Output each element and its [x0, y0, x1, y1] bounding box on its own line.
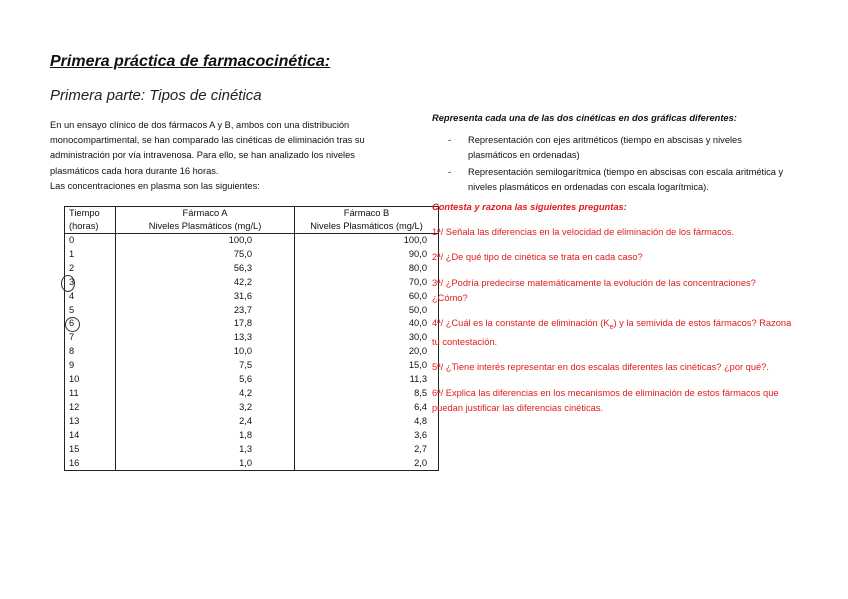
cell-drug-a: 2,4 [116, 415, 295, 429]
cell-time: 14 [65, 429, 116, 443]
table-row [65, 359, 439, 373]
cell-drug-b: 40,0 [295, 317, 439, 331]
cell-drug-a: 56,3 [116, 262, 295, 276]
cell-time: 8 [65, 345, 116, 359]
cell-drug-a: 5,6 [116, 373, 295, 387]
cell-drug-b: 2,0 [295, 457, 439, 471]
intro-line: administración por vía intravenosa. Para ello, se han analizado los niveles [50, 150, 355, 161]
graphs-instruction: Representa cada una de las dos cinéticas en dos gráficas diferentes: [432, 113, 737, 123]
cell-time: 1 [65, 248, 116, 262]
cell-time: 3 [65, 276, 116, 290]
table-row [65, 262, 439, 276]
list-item: - Representación con ejes aritméticos (tiempo en abscisas y niveles plasmáticos en ordenadas) [448, 135, 742, 161]
table-row [65, 373, 439, 387]
question-2: 2ª/ ¿De qué tipo de cinética se trata en cada caso? [432, 252, 643, 263]
table-row [65, 415, 439, 429]
cell-drug-a: 17,8 [116, 317, 295, 331]
header-drug-a: Fármaco A Niveles Plasmáticos (mg/L) [116, 207, 295, 234]
table-row [65, 304, 439, 318]
document-title: Primera práctica de farmacocinética: [50, 53, 331, 70]
cell-time: 10 [65, 373, 116, 387]
handwritten-circle-mark [65, 317, 80, 332]
cell-drug-a: 1,0 [116, 457, 295, 471]
cell-time: 7 [65, 331, 116, 345]
cell-drug-b: 60,0 [295, 290, 439, 304]
cell-drug-a: 4,2 [116, 387, 295, 401]
cell-drug-b: 20,0 [295, 345, 439, 359]
cell-drug-a: 1,8 [116, 429, 295, 443]
cell-drug-a: 100,0 [116, 234, 295, 248]
cell-drug-a: 3,2 [116, 401, 295, 415]
question-4: 4ª/ ¿Cuál es la constante de eliminación $(K_e)$ y la semivida de estos fármacos? Razona tu contestación. [432, 318, 792, 348]
table-row [65, 387, 439, 401]
section-subtitle: Primera parte: Tipos de cinética [50, 87, 262, 104]
table-row [65, 317, 439, 331]
intro-line: Las concentraciones en plasma son las siguientes: [50, 180, 260, 191]
table-row [65, 248, 439, 262]
cell-drug-b: 80,0 [295, 262, 439, 276]
instructions-panel [432, 111, 792, 416]
questions-heading: Contesta y razona las siguientes preguntas: [432, 202, 627, 213]
table-row [65, 345, 439, 359]
table-row [65, 276, 439, 290]
header-time: Tiempo (horas) [65, 207, 116, 234]
table-row [65, 331, 439, 345]
cell-drug-b: 70,0 [295, 276, 439, 290]
cell-time: 5 [65, 304, 116, 318]
table-row [65, 457, 439, 471]
cell-drug-a: 31,6 [116, 290, 295, 304]
cell-drug-a: 7,5 [116, 359, 295, 373]
table-row [65, 401, 439, 415]
intro-line: monocompartimental, se han comparado las cinéticas de eliminación tras su [50, 135, 365, 146]
cell-drug-a: 42,2 [116, 276, 295, 290]
cell-drug-b: 4,8 [295, 415, 439, 429]
table-body [65, 234, 439, 471]
cell-time: 9 [65, 359, 116, 373]
cell-time: 2 [65, 262, 116, 276]
table-row [65, 290, 439, 304]
graph-type-list [432, 133, 792, 195]
question-5: 5ª/ ¿Tiene interés representar en dos escalas diferentes las cinéticas? ¿por qué?. [432, 362, 769, 373]
table-row [65, 429, 439, 443]
cell-drug-b: 3,6 [295, 429, 439, 443]
cell-drug-a: 23,7 [116, 304, 295, 318]
cell-time: 0 [65, 234, 116, 248]
table-header-row [65, 207, 439, 234]
cell-drug-b: 50,0 [295, 304, 439, 318]
cell-drug-b: 15,0 [295, 359, 439, 373]
cell-time: 12 [65, 401, 116, 415]
cell-drug-a: 75,0 [116, 248, 295, 262]
header-drug-b: Fármaco B Niveles Plasmáticos (mg/L) [295, 207, 439, 234]
cell-time: 11 [65, 387, 116, 401]
intro-line: plasmáticos cada hora durante 16 horas. [50, 165, 219, 176]
cell-drug-a: 10,0 [116, 345, 295, 359]
cell-drug-b: 30,0 [295, 331, 439, 345]
cell-drug-a: 13,3 [116, 331, 295, 345]
question-3: 3ª/ ¿Podría predecirse matemáticamente la evolución de las concentraciones? ¿Cómo? [432, 277, 756, 303]
cell-drug-b: 90,0 [295, 248, 439, 262]
concentration-table [64, 206, 439, 471]
cell-time: 4 [65, 290, 116, 304]
table-row [65, 234, 439, 248]
cell-drug-b: 100,0 [295, 234, 439, 248]
table-row [65, 443, 439, 457]
cell-time: 6 [65, 317, 116, 331]
question-1: 1ª/ Señala las diferencias en la velocidad de eliminación de los fármacos. [432, 227, 735, 238]
intro-paragraph [50, 118, 410, 194]
cell-drug-b: 2,7 [295, 443, 439, 457]
cell-drug-b: 11,3 [295, 373, 439, 387]
cell-drug-a: 1,3 [116, 443, 295, 457]
handwritten-circle-mark [61, 275, 75, 292]
question-6: 6ª/ Explica las diferencias en los mecanismos de eliminación de estos fármacos que puedan justificar las diferencias cinéticas. [432, 387, 779, 413]
cell-drug-b: 6,4 [295, 401, 439, 415]
cell-drug-b: 8,5 [295, 387, 439, 401]
cell-time: 15 [65, 443, 116, 457]
list-item: - Representación semilogarítmica (tiempo en abscisas con escala aritmética y niveles plasmáticos en ordenadas con escala logarítmica). [448, 166, 784, 192]
cell-time: 13 [65, 415, 116, 429]
intro-line: En un ensayo clínico de dos fármacos A y B, ambos con una distribución [50, 120, 350, 130]
cell-time: 16 [65, 457, 116, 471]
